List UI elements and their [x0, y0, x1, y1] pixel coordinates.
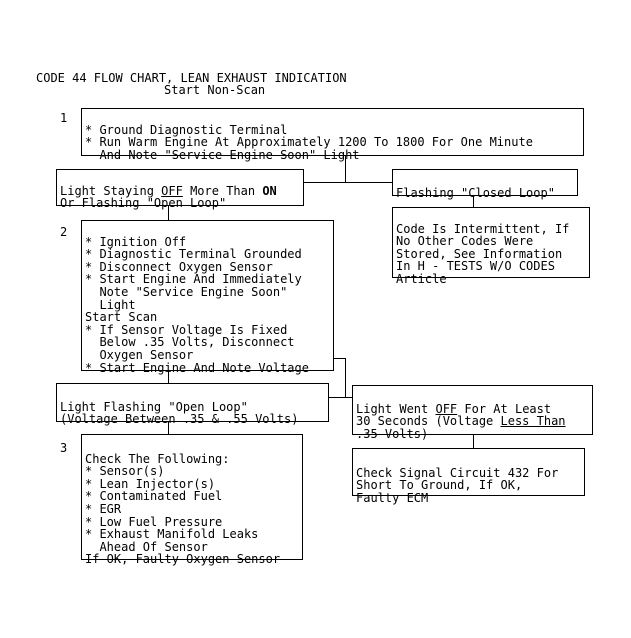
box-step2-line: * Ignition Off [85, 234, 187, 249]
box-check-signal-circuit [352, 448, 585, 505]
box-step3-line: * Low Fuel Pressure [85, 514, 223, 529]
text-light-staying: Light Staying [60, 183, 162, 198]
box-intermittent-line: Code Is Intermittent, If [396, 221, 570, 236]
box-signal-line: Check Signal Circuit 432 For [356, 465, 559, 480]
box-open-loop-line: (Voltage Between .35 & .55 Volts) [60, 412, 299, 427]
chart-title [36, 72, 347, 96]
box-step2-line: * Diagnostic Terminal Grounded [85, 247, 302, 262]
box-intermittent-line: Stored, See Information [396, 246, 563, 261]
box-step3-line: Ahead Of Sensor [85, 539, 208, 554]
box-light-staying-off [56, 169, 304, 211]
box-step1 [81, 108, 584, 162]
box-signal-line: Faulty ECM [356, 490, 429, 505]
box-closed-loop-line: Flashing "Closed Loop" [396, 185, 555, 200]
box-step2-line: * Disconnect Oxygen Sensor [85, 259, 273, 274]
box-step1-line: * Ground Diagnostic Terminal [85, 122, 288, 137]
text-less-than-underlined: Less Than [500, 414, 566, 429]
text-light-went: Light Went [356, 401, 436, 416]
box-step2-line: Start Scan [85, 310, 158, 325]
box-light-off-line2: Or Flashing "Open Loop" [60, 196, 227, 211]
chart-title-line1: CODE 44 FLOW CHART, LEAN EXHAUST INDICATION [36, 71, 347, 85]
box-open-loop-line: Light Flashing "Open Loop" [60, 399, 248, 414]
box-intermittent-line: In H - TESTS W/O CODES [396, 259, 555, 274]
box-light-went-off [352, 385, 593, 441]
text-off-underlined: OFF [161, 183, 183, 198]
text-for-at-least: For At Least [457, 401, 552, 416]
box-step3-line: * Exhaust Manifold Leaks [85, 527, 259, 542]
box-step2-line: Oxygen Sensor [85, 347, 194, 362]
box-light-flashing-open-loop [56, 383, 329, 427]
step-number-2: 2 [60, 225, 68, 239]
text-on-bold: ON [262, 183, 277, 198]
box-step3 [81, 434, 303, 567]
box-step3-line: * Sensor(s) [85, 464, 165, 479]
box-went-off-line2 [356, 415, 589, 428]
box-code-intermittent [392, 207, 590, 286]
box-step2-line: Note "Service Engine Soon" [85, 284, 288, 299]
box-intermittent-line: No Other Codes Were [396, 234, 534, 249]
chart-title-line2: Start Non-Scan [164, 83, 266, 97]
box-step2 [81, 220, 334, 375]
box-step2-line: * Start Engine And Immediately [85, 272, 302, 287]
box-went-off-line3: .35 Volts) [356, 426, 429, 441]
box-step3-line: Check The Following: [85, 451, 230, 466]
box-step3-line: If OK, Faulty Oxygen Sensor [85, 552, 281, 567]
box-step3-line: * Lean Injector(s) [85, 476, 216, 491]
box-step1-line: * Run Warm Engine At Approximately 1200 To 1800 For One Minute [85, 135, 533, 150]
step-number-1: 1 [60, 111, 68, 125]
box-intermittent-line: Article [396, 271, 447, 286]
text-30-seconds: 30 Seconds (Voltage [356, 414, 501, 429]
box-flashing-closed-loop [392, 169, 578, 200]
box-step1-line: And Note "Service Engine Soon" Light [85, 147, 360, 162]
text-off-underlined: OFF [435, 401, 458, 416]
box-step2-line: * If Sensor Voltage Is Fixed [85, 322, 288, 337]
box-step3-line: * EGR [85, 501, 122, 516]
box-step3-line: * Contaminated Fuel [85, 489, 223, 504]
step-number-3: 3 [60, 441, 68, 455]
box-step2-line: * Start Engine And Note Voltage [85, 360, 309, 375]
box-step2-line: Below .35 Volts, Disconnect [85, 335, 295, 350]
box-step2-line: Light [85, 297, 136, 312]
box-signal-line: Short To Ground, If OK, [356, 478, 523, 493]
text-more-than: More Than [182, 183, 263, 198]
